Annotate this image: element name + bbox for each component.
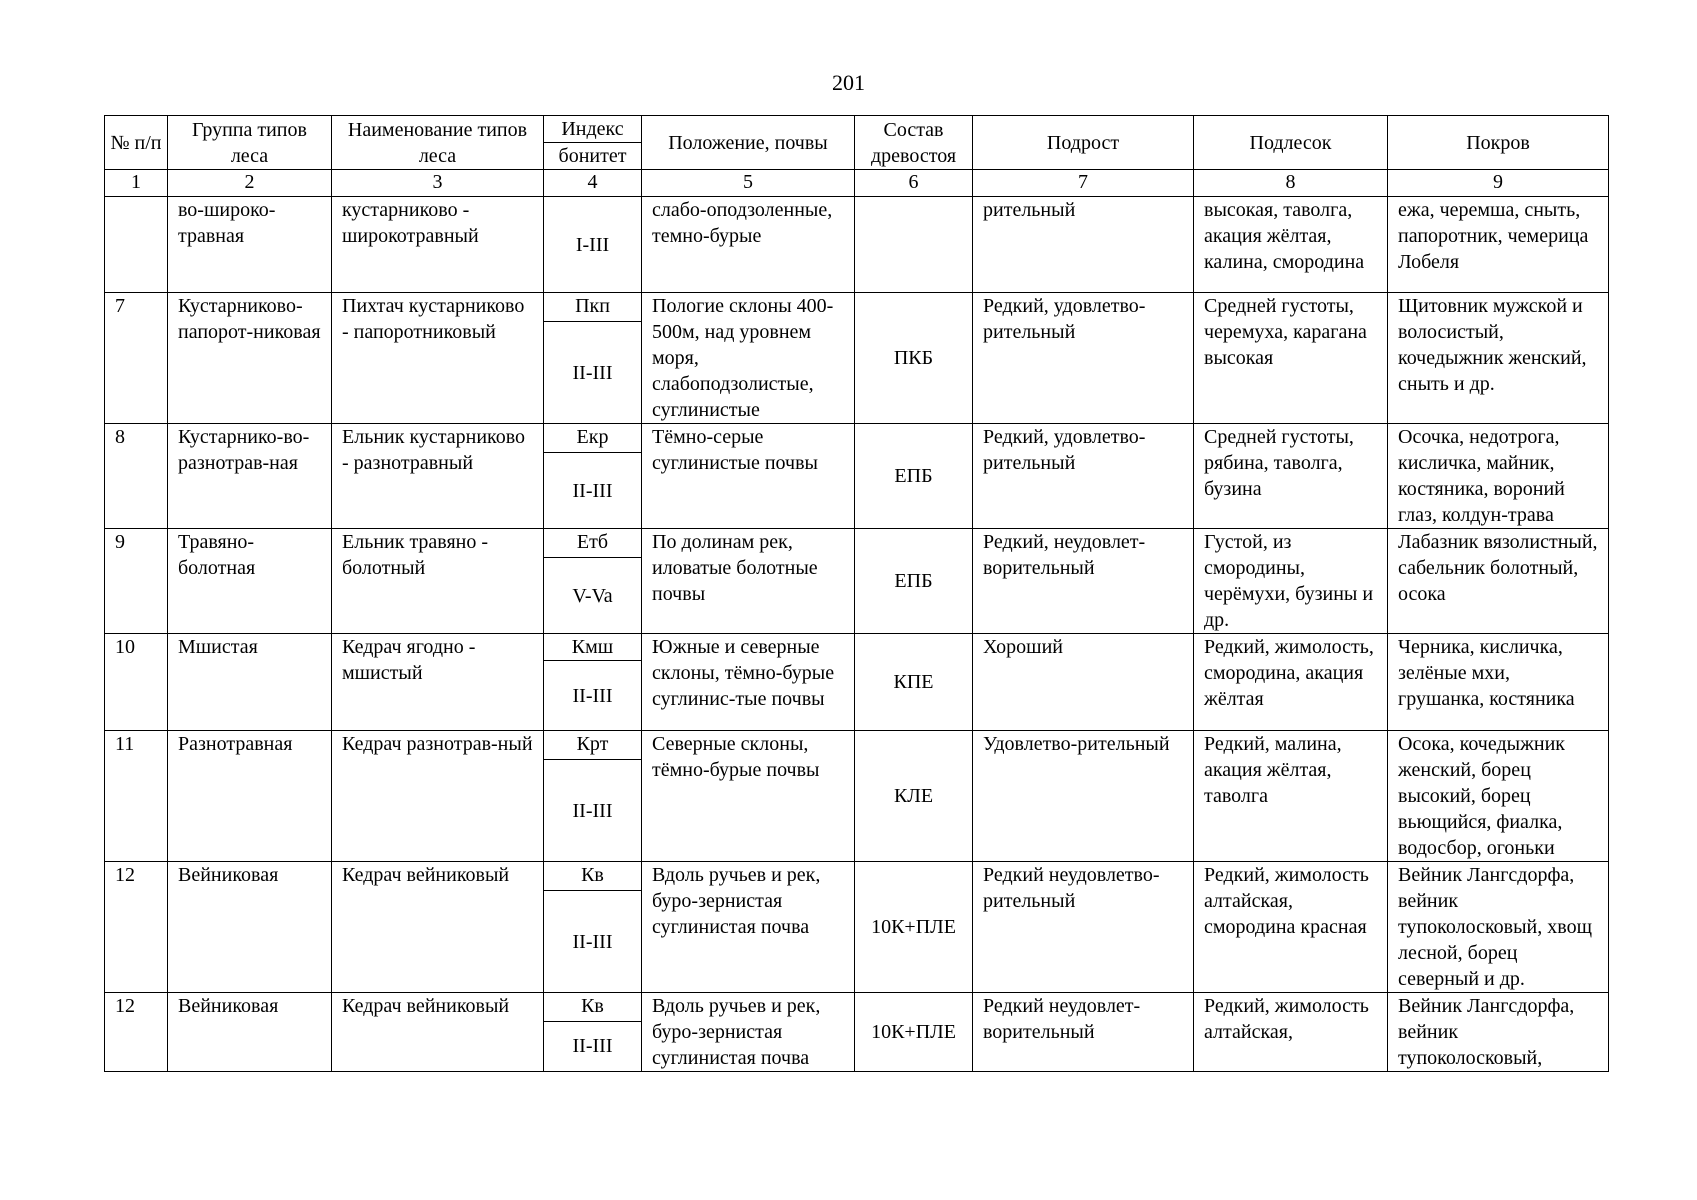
cell-index: Екр [544, 424, 642, 453]
cell-bonitet: I-III [544, 197, 642, 293]
cell-num: 10 [105, 634, 168, 731]
cell-group: Кустарниково-папорот-никовая [168, 293, 332, 424]
table-row [105, 731, 1609, 760]
table-row [105, 529, 1609, 558]
cell-index: Пкп [544, 293, 642, 322]
cell-composition: КПЕ [855, 634, 973, 731]
cell-position: Тёмно-серые суглинистые почвы [642, 424, 855, 529]
cell-composition: 10К+ПЛЕ [855, 862, 973, 993]
cell-bonitet: II-III [544, 453, 642, 529]
cell-undergrowth: Редкий, удовлетво-рительный [973, 424, 1194, 529]
column-number: 6 [855, 170, 973, 197]
column-number: 4 [544, 170, 642, 197]
cell-position: Южные и северные склоны, тёмно-бурые суглинис-тые почвы [642, 634, 855, 731]
cell-name: Пихтач кустарниково - папоротниковый [332, 293, 544, 424]
cell-undergrowth: Редкий неудовлет-ворительный [973, 993, 1194, 1072]
cell-underwood: Редкий, жимолость алтайская, смородина красная [1194, 862, 1388, 993]
cell-cover: Щитовник мужской и волосистый, кочедыжник женский, сныть и др. [1388, 293, 1609, 424]
cell-position: По долинам рек, иловатые болотные почвы [642, 529, 855, 634]
forest-types-table [104, 115, 1609, 1072]
cell-composition: ПКБ [855, 293, 973, 424]
cell-num: 12 [105, 993, 168, 1072]
cell-group: Кустарнико-во-разнотрав-ная [168, 424, 332, 529]
cell-index: Етб [544, 529, 642, 558]
cell-composition: ЕПБ [855, 424, 973, 529]
cell-undergrowth: рительный [973, 197, 1194, 293]
cell-name: Кедрач вейниковый [332, 862, 544, 993]
column-numbers-row [105, 170, 1609, 197]
header-composition: Состав древостоя [855, 116, 973, 170]
page-number: 201 [832, 70, 865, 95]
column-number: 2 [168, 170, 332, 197]
cell-undergrowth: Удовлетво-рительный [973, 731, 1194, 862]
cell-undergrowth: Редкий неудовлетво-рительный [973, 862, 1194, 993]
cell-group: Мшистая [168, 634, 332, 731]
cell-cover: Вейник Лангсдорфа, вейник тупоколосковый, [1388, 993, 1609, 1072]
cell-name: Кедрач вейниковый [332, 993, 544, 1072]
cell-composition: 10К+ПЛЕ [855, 993, 973, 1072]
cell-num: 12 [105, 862, 168, 993]
cell-group: Вейниковая [168, 862, 332, 993]
cell-position: Северные склоны, тёмно-бурые почвы [642, 731, 855, 862]
header-position: Положение, почвы [642, 116, 855, 170]
header-group: Группа типов леса [168, 116, 332, 170]
column-number: 5 [642, 170, 855, 197]
column-number: 9 [1388, 170, 1609, 197]
cell-num: 9 [105, 529, 168, 634]
cell-bonitet: II-III [544, 1021, 642, 1071]
cell-name: Кедрач разнотрав-ный [332, 731, 544, 862]
cell-composition: КЛЕ [855, 731, 973, 862]
header-index: Индекс [544, 116, 642, 143]
cell-index: Кв [544, 993, 642, 1022]
cell-composition: ЕПБ [855, 529, 973, 634]
cell-bonitet: II-III [544, 661, 642, 731]
cell-underwood: Средней густоты, рябина, таволга, бузина [1194, 424, 1388, 529]
cell-underwood: Редкий, жимолость, смородина, акация жёлтая [1194, 634, 1388, 731]
cell-name: кустарниково - широкотравный [332, 197, 544, 293]
cell-cover: Вейник Лангсдорфа, вейник тупоколосковый, хвощ лесной, борец северный и др. [1388, 862, 1609, 993]
cell-group: Вейниковая [168, 993, 332, 1072]
cell-cover: Черника, кисличка, зелёные мхи, грушанка, костяника [1388, 634, 1609, 731]
cell-cover: Осока, кочедыжник женский, борец высокий, борец вьющийся, фиалка, водосбор, огоньки [1388, 731, 1609, 862]
cell-undergrowth: Хороший [973, 634, 1194, 731]
header-num: № п/п [105, 116, 168, 170]
cell-bonitet: V-Va [544, 558, 642, 634]
cell-group: во-широко-травная [168, 197, 332, 293]
cell-cover: Лабазник вязолистный, сабельник болотный, осока [1388, 529, 1609, 634]
cell-underwood: Средней густоты, черемуха, карагана высокая [1194, 293, 1388, 424]
cell-num: 8 [105, 424, 168, 529]
table-row [105, 293, 1609, 322]
cell-underwood: высокая, таволга, акация жёлтая, калина, смородина [1194, 197, 1388, 293]
cell-num [105, 197, 168, 293]
header-cover: Покров [1388, 116, 1609, 170]
cell-bonitet: II-III [544, 760, 642, 862]
column-number: 7 [973, 170, 1194, 197]
table-row [105, 993, 1609, 1022]
cell-name: Ельник травяно - болотный [332, 529, 544, 634]
cell-position: Вдоль ручьев и рек, буро-зернистая суглинистая почва [642, 993, 855, 1072]
cell-group: Травяно-болотная [168, 529, 332, 634]
table-row [105, 197, 1609, 293]
cell-cover: Осочка, недотрога, кисличка, майник, костяника, вороний глаз, колдун-трава [1388, 424, 1609, 529]
cell-cover: ежа, черемша, сныть, папоротник, чемерица Лобеля [1388, 197, 1609, 293]
cell-num: 7 [105, 293, 168, 424]
cell-underwood: Редкий, малина, акация жёлтая, таволга [1194, 731, 1388, 862]
column-number: 8 [1194, 170, 1388, 197]
cell-composition [855, 197, 973, 293]
header-bonitet: бонитет [544, 143, 642, 170]
header-name: Наименование типов леса [332, 116, 544, 170]
cell-group: Разнотравная [168, 731, 332, 862]
header-underwood: Подлесок [1194, 116, 1388, 170]
cell-bonitet: II-III [544, 322, 642, 424]
table-row [105, 424, 1609, 453]
cell-undergrowth: Редкий, удовлетво-рительный [973, 293, 1194, 424]
cell-index: Крт [544, 731, 642, 760]
cell-position: Вдоль ручьев и рек, буро-зернистая суглинистая почва [642, 862, 855, 993]
cell-index: Кв [544, 862, 642, 891]
table-row [105, 862, 1609, 891]
header-undergrowth: Подрост [973, 116, 1194, 170]
cell-undergrowth: Редкий, неудовлет-ворительный [973, 529, 1194, 634]
cell-position: слабо-оподзоленные, темно-бурые [642, 197, 855, 293]
column-number: 1 [105, 170, 168, 197]
cell-num: 11 [105, 731, 168, 862]
cell-underwood: Редкий, жимолость алтайская, [1194, 993, 1388, 1072]
column-number: 3 [332, 170, 544, 197]
cell-underwood: Густой, из смородины, черёмухи, бузины и др. [1194, 529, 1388, 634]
cell-index: Кмш [544, 634, 642, 661]
cell-position: Пологие склоны 400-500м, над уровнем моря, слабоподзолистые, суглинистые [642, 293, 855, 424]
cell-name: Кедрач ягодно - мшистый [332, 634, 544, 731]
table-row [105, 634, 1609, 661]
cell-bonitet: II-III [544, 891, 642, 993]
cell-name: Ельник кустарниково - разнотравный [332, 424, 544, 529]
